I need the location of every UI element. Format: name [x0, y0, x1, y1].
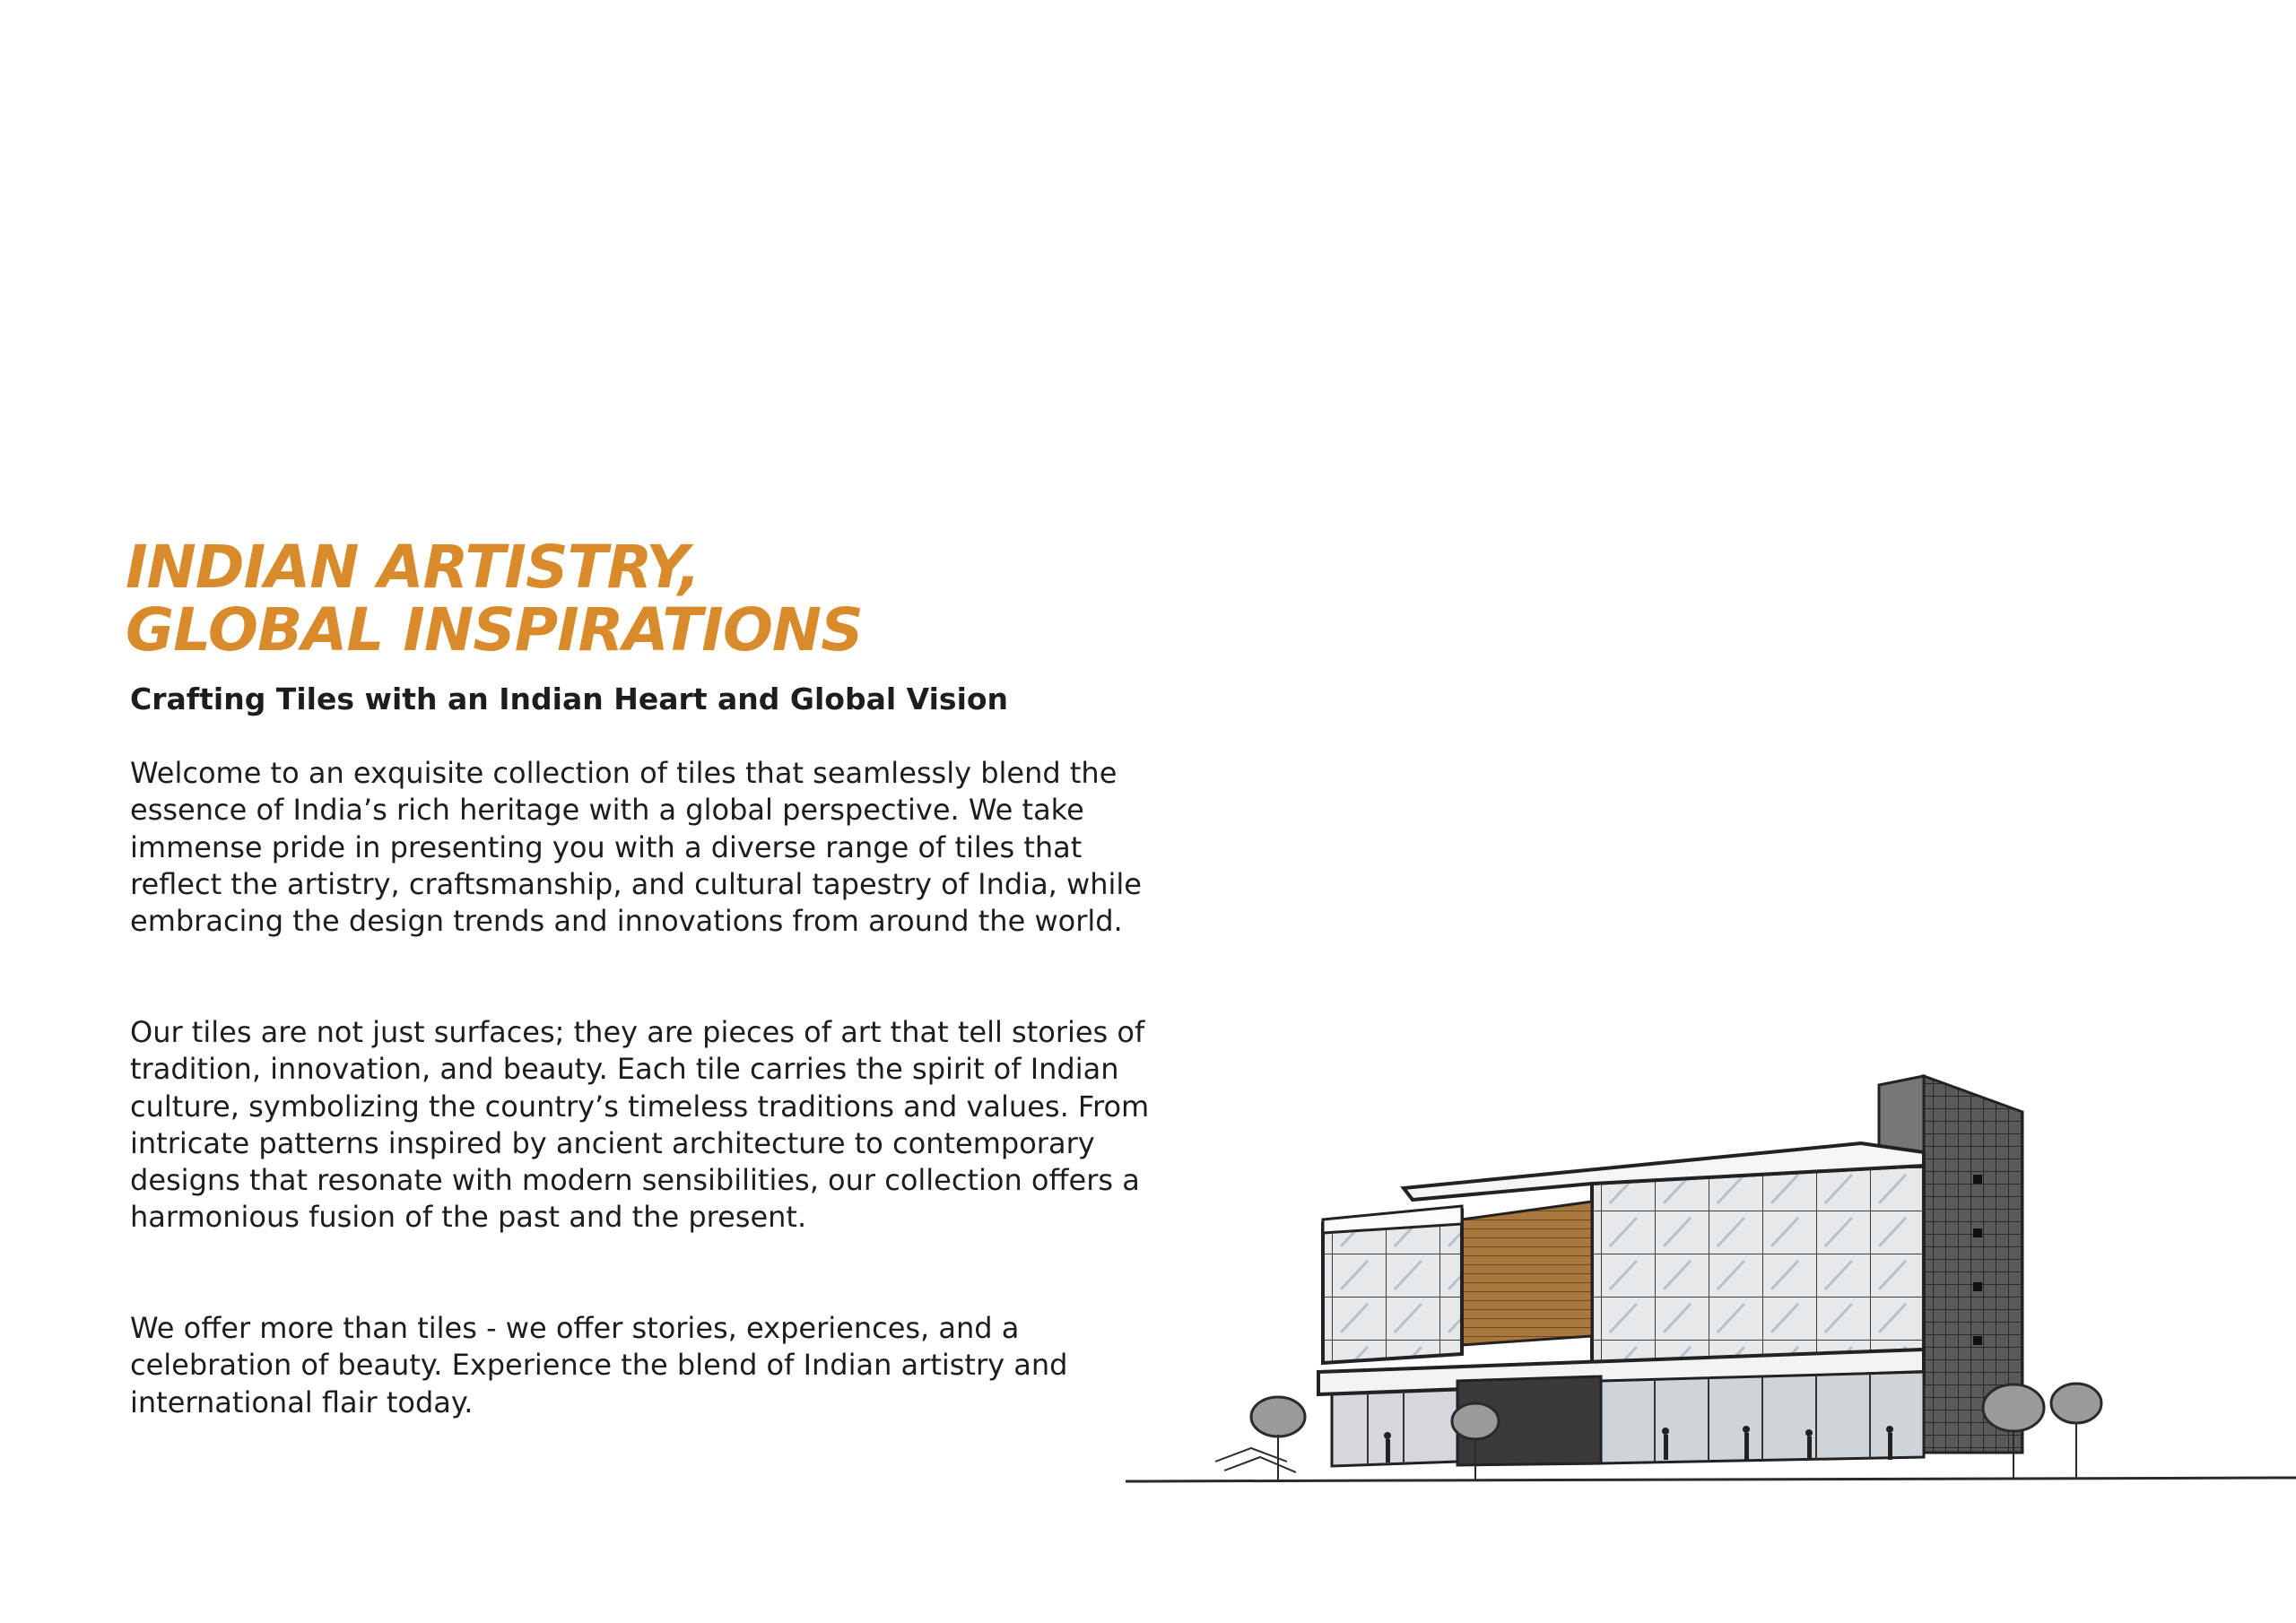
heading-line-1: INDIAN ARTISTRY, [126, 533, 700, 602]
body-paragraph-2: Our tiles are not just surfaces; they are pieces of art that tell stories of tradition, innovation, and beauty. Each tile carries the spirit of Indian culture, symbolizing the country’s timeless traditions and values. From intricate patterns inspired by ancient architecture to contemporary designs that resonate with modern sensibilities, our collection offers a harmonious fusion of the past and the present. [130, 1015, 1150, 1235]
page-subheading: Crafting Tiles with an Indian Heart and Global Vision [130, 681, 1009, 716]
building-sketch-icon [1117, 995, 2296, 1515]
body-paragraph-1: Welcome to an exquisite collection of tiles that seamlessly blend the essence of India’s rich heritage with a global perspective. We take immense pride in presenting you with a diverse range of tiles that reflect the artistry, craftsmanship, and cultural tapestry of India, while embracing the design trends and innovations from around the world. [130, 756, 1142, 939]
heading-line-2: GLOBAL INSPIRATIONS [126, 595, 863, 664]
page-heading [126, 533, 933, 664]
body-paragraph-3: We offer more than tiles - we offer stories, experiences, and a celebration of beauty. Experience the blend of Indian artistry and international flair today. [130, 1311, 1068, 1419]
